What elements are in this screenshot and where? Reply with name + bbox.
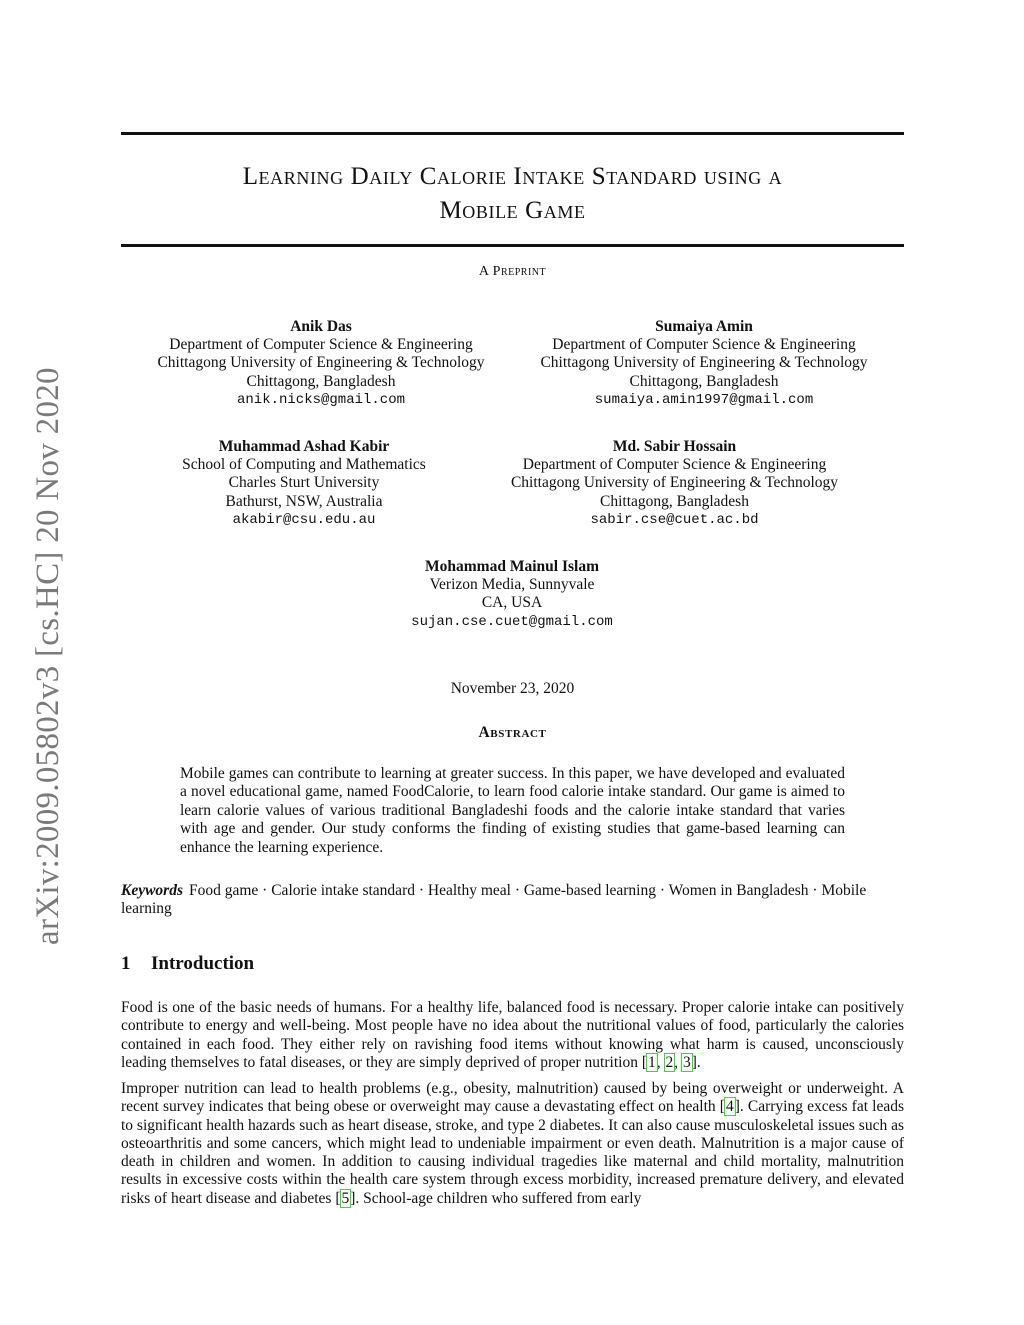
section-heading <box>121 953 904 975</box>
author-affiliation: Department of Computer Science & Engineering <box>552 336 856 354</box>
author-affiliation: Bathurst, NSW, Australia <box>225 492 383 510</box>
keywords <box>121 882 904 919</box>
citation-link[interactable]: 2 <box>665 1053 674 1071</box>
title-line-1: Learning Daily Calorie Intake Standard using a <box>242 163 783 190</box>
keywords-label: Keywords <box>121 882 183 899</box>
title-line-2: Mobile Game <box>439 197 586 224</box>
author-email[interactable]: sumaiya.amin1997@gmail.com <box>594 391 814 408</box>
abstract-heading: Abstract <box>478 724 547 741</box>
paragraph-text: ]. School-age children who suffered from early <box>350 1189 642 1207</box>
paper-date: November 23, 2020 <box>450 680 575 697</box>
author-affiliation: School of Computing and Mathematics <box>182 456 426 474</box>
author-name: Mohammad Mainul Islam <box>425 558 599 575</box>
abstract-text: Mobile games can contribute to learning at greater success. In this paper, we have developed and evaluated a novel educational game, named FoodCalorie, to learn food calorie intake standard. Our game is aimed to learn calorie values of various traditional Bangladeshi foods and the calorie intake standard that varies with age and gender. Our study conforms the finding of existing studies that game-based learning can enhance the learning experience. <box>180 765 845 856</box>
author-name: Md. Sabir Hossain <box>612 438 737 455</box>
author-affiliation: Chittagong University of Engineering & Technology <box>540 354 868 372</box>
title-top-rule <box>121 132 904 135</box>
author-email[interactable]: sabir.cse@cuet.ac.bd <box>590 511 759 528</box>
citation-link[interactable]: 3 <box>683 1053 691 1071</box>
author-affiliation: Chittagong University of Engineering & Technology <box>510 474 839 492</box>
author-block <box>312 558 712 631</box>
author-email[interactable]: anik.nicks@gmail.com <box>236 391 406 408</box>
author-name: Anik Das <box>290 318 352 335</box>
author-affiliation: Verizon Media, Sunnyvale <box>429 576 595 594</box>
author-block <box>121 438 487 529</box>
paragraph-text: ]. <box>691 1053 701 1071</box>
paragraph-text: ]. Carrying excess fat leads to significant health hazards such as heart disease, stroke, and type 2 diabetes. It can also cause musculoskeletal issues such as osteoarthritis and some cancers, which might lead to undeniable impairment or even death. Malnutrition is a major cause of death in children and women. In addition to causing individual tragedies like maternal and child mortality, malnutrition results in excessive costs within the health care system through excess morbidity, increased premature delivery, and elevated risks of heart disease and diabetes [ <box>121 1098 904 1207</box>
paragraph <box>121 1080 904 1208</box>
author-email[interactable]: sujan.cse.cuet@gmail.com <box>411 613 613 630</box>
author-affiliation: Department of Computer Science & Engineering <box>169 336 473 354</box>
author-block <box>487 438 862 529</box>
paragraph-text: Improper nutrition can lead to health problems (e.g., obesity, malnutrition) caused by being overweight or underweight. A recent survey indicates that being obese or overweight may cause a devastating effect on health [ <box>121 1080 904 1116</box>
citation-link[interactable]: 1 <box>648 1053 656 1071</box>
section-number: 1 <box>121 953 131 974</box>
author-email[interactable]: akabir@csu.edu.au <box>232 511 376 528</box>
author-affiliation: Charles Sturt University <box>228 474 380 492</box>
citation-link[interactable]: 4 <box>725 1098 734 1116</box>
author-block <box>504 318 904 409</box>
citation-link[interactable]: 5 <box>341 1189 350 1207</box>
author-affiliation: Chittagong University of Engineering & Technology <box>157 354 485 372</box>
paragraph-text: Food is one of the basic needs of humans. For a healthy life, balanced food is necessary. Proper calorie intake can positively contribute to energy and well-being. Most people have no idea about the nutritional values of food, particularly the calories contained in each food. They either rely on ravishing food items without knowing what harm is caused, unconsciously leading themselves to fatal diseases, or they are simply deprived of proper nutrition [ <box>121 999 904 1071</box>
author-affiliation: Department of Computer Science & Engineering <box>522 456 827 474</box>
title-bottom-rule <box>121 244 904 247</box>
author-affiliation: Chittagong, Bangladesh <box>600 492 749 510</box>
arxiv-stamp[interactable]: arXiv:2009.05802v3 [cs.HC] 20 Nov 2020 <box>30 367 66 945</box>
preprint-label: A Preprint <box>478 264 547 279</box>
author-affiliation: CA, USA <box>481 594 543 612</box>
paragraph: Food is one of the basic needs of humans. For a healthy life, balanced food is necessary. Proper calorie intake can positively contribute to energy and well-being. Most people have no idea about the nutritional values of food, particularly the calories contained in each food. They either rely on ravishing food items without knowing what harm is caused, unconsciously leading themselves to fatal diseases, or they are simply deprived of proper nutrition [1, 2, 3]. <box>121 999 904 1071</box>
author-affiliation: Chittagong, Bangladesh <box>629 372 779 390</box>
keywords-text: Food game · Calorie intake standard · Healthy meal · Game-based learning · Women in Bangladesh · Mobile learning <box>121 882 867 918</box>
section-title: Introduction <box>151 953 255 974</box>
paper-title <box>121 160 904 228</box>
author-name: Sumaiya Amin <box>655 318 753 335</box>
author-name: Muhammad Ashad Kabir <box>218 438 390 455</box>
author-block <box>121 318 521 409</box>
author-affiliation: Chittagong, Bangladesh <box>246 372 396 390</box>
